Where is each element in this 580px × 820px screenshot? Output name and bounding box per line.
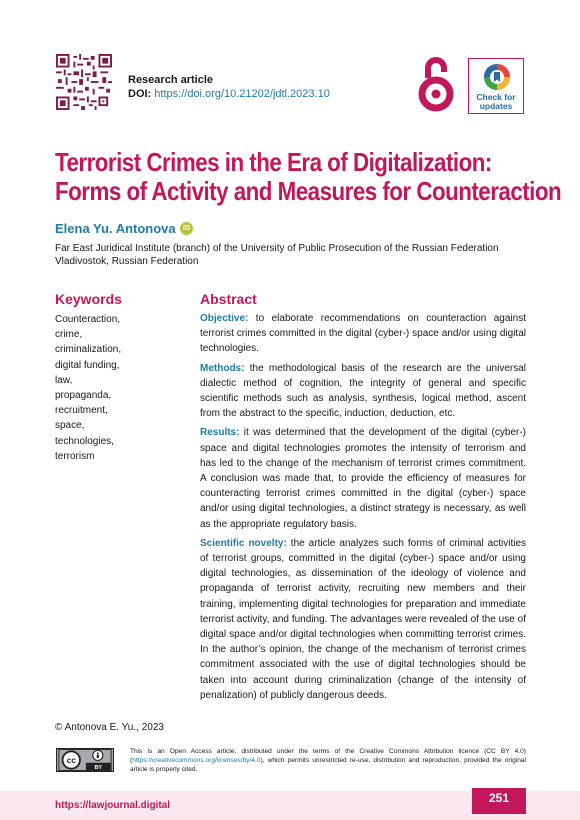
keyword-item: digital funding,: [55, 359, 120, 371]
open-access-icon: [416, 56, 456, 114]
title-line-1: Terrorist Crimes in the Era of Digitalization:: [55, 147, 492, 177]
article-type: Research article: [128, 74, 213, 86]
keywords-heading: Keywords: [55, 291, 122, 307]
cc-by-license-icon[interactable]: [56, 748, 114, 772]
keywords-list: [55, 312, 121, 464]
crossmark-icon: [483, 63, 511, 91]
license-text: [130, 747, 526, 774]
abstract-results: [200, 425, 526, 531]
abstract-methods: [200, 361, 526, 422]
keyword-item: technologies,: [55, 435, 114, 447]
article-title: [55, 147, 562, 206]
abstract-objective: [200, 311, 526, 357]
copyright-notice: © Antonova E. Yu., 2023: [55, 722, 164, 733]
keyword-item: propaganda,: [55, 390, 112, 402]
cc-badge-text: BY: [94, 764, 103, 771]
novelty-text: the article analyzes such forms of criminal activities of terrorist groups, committed in the digital (cyber-) space and/or using digital technologies, as dissemination of the ideology of violence and propaganda of terrorist activity, recruiting new members and their training, implementing digital technologies for preparation and immediate terrorist activity, and funding. The advantages were revealed of the use of digital space and/or digital technologies when committing terrorist crimes. In the author’s opinion, the change of the mechanism of terrorist crimes commitment associated with the use of digital technologies should be taken into account during criminalization (change of the intensity of penalization) of publicly dangerous deeds.: [200, 537, 527, 701]
svg-text:cc: cc: [66, 756, 76, 766]
doi-link[interactable]: https://doi.org/10.21202/jdtl.2023.10: [154, 88, 330, 100]
keyword-item: recruitment,: [55, 405, 108, 417]
abstract-novelty: [200, 536, 526, 703]
keyword-item: criminalization,: [55, 344, 122, 356]
license-text-after: ), which permits unrestricted re-use, distribution and reproduction, provided the original article is properly cited.: [130, 757, 526, 773]
author-name: Elena Yu. Antonova: [55, 221, 176, 236]
title-line-2: Forms of Activity and Measures for Counteraction: [55, 176, 562, 206]
keyword-item: space,: [55, 420, 85, 432]
keyword-item: law,: [55, 374, 73, 386]
methods-label: Methods:: [200, 362, 245, 374]
article-header: [128, 73, 330, 101]
novelty-label: Scientific novelty:: [200, 537, 287, 549]
page-number: 251: [488, 791, 510, 805]
doi-label: DOI:: [128, 88, 152, 100]
license-text-before: This is an Open Access article, distributed under the terms of the Creative Commons Attribution licence (CC BY 4.0) (: [130, 748, 526, 764]
qr-code: [56, 54, 112, 110]
keyword-item: terrorism: [55, 450, 95, 462]
results-text: it was determined that the development of the digital (cyber-) space and digital technologies promotes the intensity of terrorism and has led to the change of the mechanism of terrorist crimes commitment. A conclusion was made that, to provide the efficiency of measures for counteracting terrorist crimes committed in the digital (cyber-) space and/or using digital technologies, a distinct strategy is necessary, as well as the appropriate regulatory basis.: [200, 427, 526, 530]
orcid-icon[interactable]: iD: [180, 222, 193, 235]
affiliation-line: Far East Juridical Institute (branch) of the University of Public Prosecution of the Russian Federation: [55, 243, 499, 254]
journal-url-link[interactable]: https://lawjournal.digital: [55, 800, 170, 811]
license-link[interactable]: https://creativecommons.org/licenses/by/4.0: [132, 757, 261, 764]
keyword-item: crime,: [55, 329, 83, 341]
abstract-heading: Abstract: [200, 291, 257, 307]
methods-text: the methodological basis of the research are the universal dialectic method of cognition, the integrity of general and specific scientific methods such as analysis, synthesis, logical method, ascent from the abstract to the specific, induction, deduction, etc.: [200, 362, 526, 420]
abstract-body: [200, 311, 526, 707]
check-for-updates-badge[interactable]: [468, 58, 524, 114]
results-label: Results:: [200, 427, 240, 439]
objective-label: Objective:: [200, 313, 249, 324]
keyword-item: Counteraction,: [55, 314, 121, 325]
objective-text: to elaborate recommendations on counteraction against terrorist crimes committed in the digital (cyber-) space and/or using digital technologies.: [200, 313, 526, 355]
affiliation: [55, 242, 535, 268]
check-for-updates-label: Check for updates: [476, 92, 516, 111]
affiliation-line: Vladivostok, Russian Federation: [55, 256, 199, 267]
